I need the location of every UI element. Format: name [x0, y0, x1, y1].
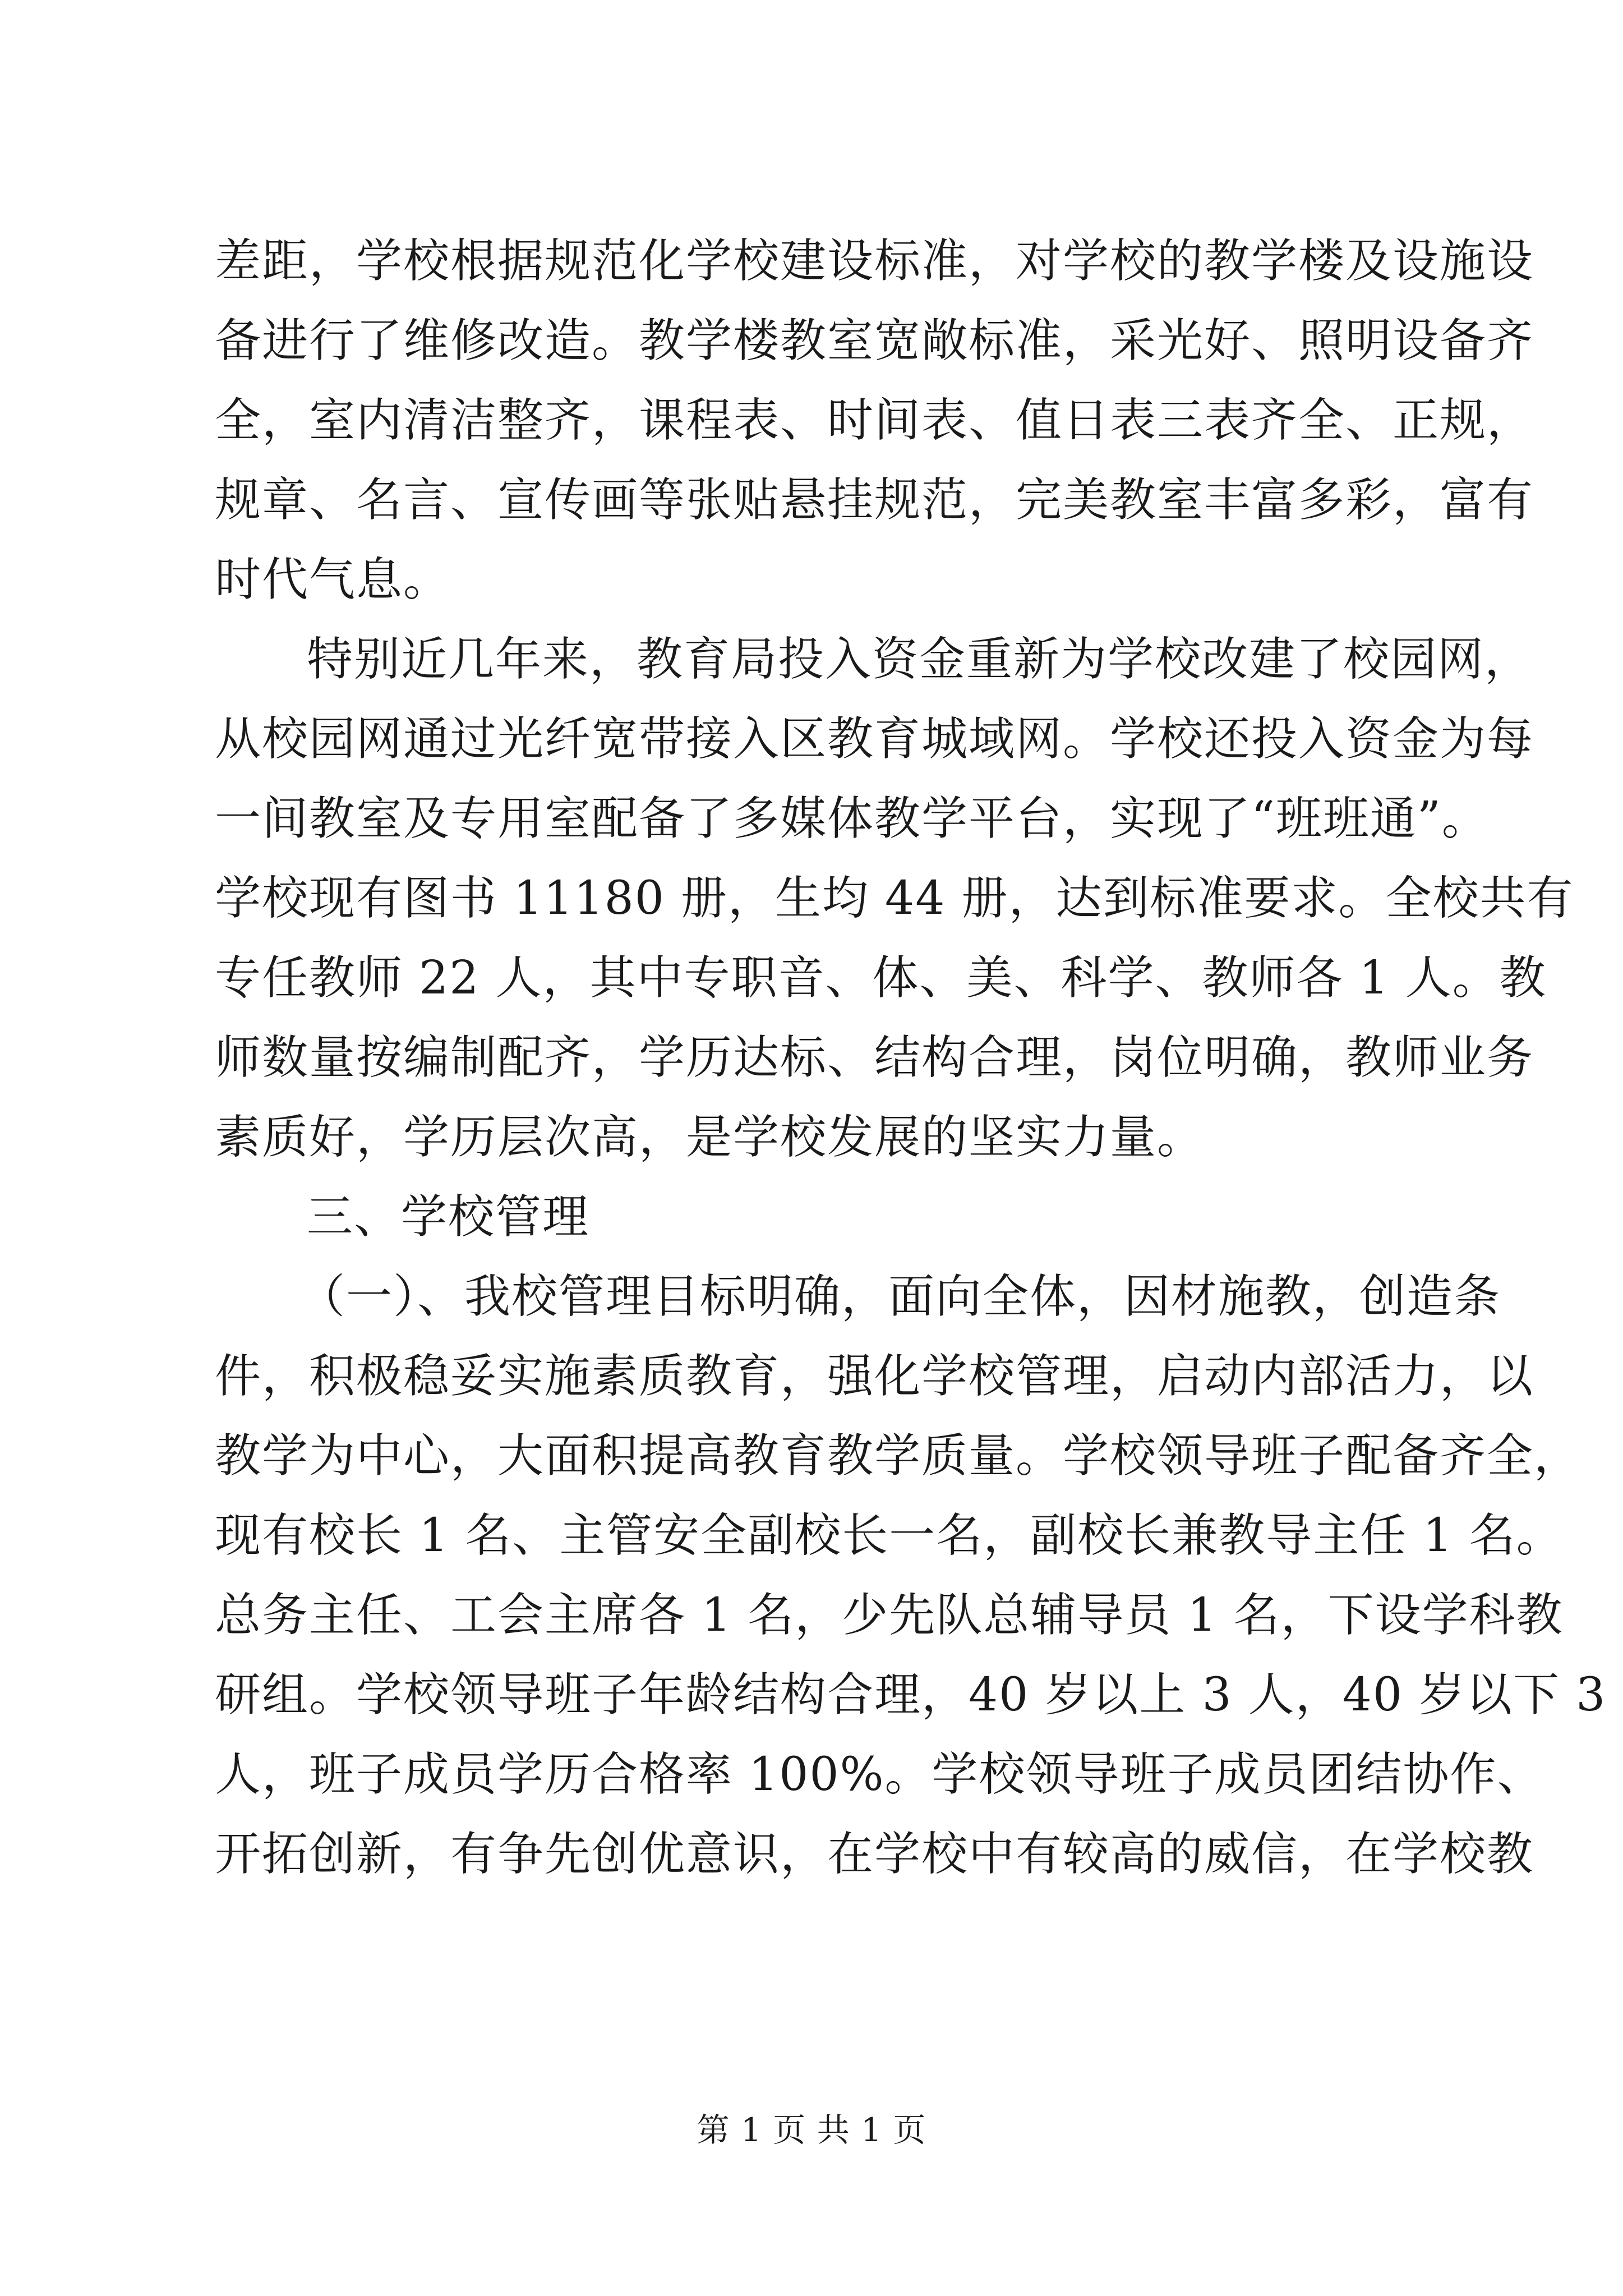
text-line: 师数量按编制配齐，学历达标、结构合理，岗位明确，教师业务 [215, 1031, 1534, 1084]
text-line: 现有校长 1 名、主管安全副校长一名，副校长兼教导主任 1 名。 [215, 1509, 1564, 1562]
text-line: 规章、名言、宣传画等张贴悬挂规范，完美教室丰富多彩，富有 [215, 473, 1534, 527]
section-heading: 三、学校管理 [307, 1190, 590, 1244]
text-line: 从校园网通过光纤宽带接入区教育城域网。学校还投入资金为每 [215, 712, 1534, 766]
text-line: 专任教师 22 人，其中专职音、体、美、科学、教师各 1 人。教 [215, 951, 1547, 1005]
text-line: 学校现有图书 11180 册，生均 44 册，达到标准要求。全校共有 [215, 872, 1574, 925]
page-number-footer: 第 1 页 共 1 页 [697, 2111, 926, 2149]
text-line: 备进行了维修改造。教学楼教室宽敞标准，采光好、照明设备齐 [215, 314, 1534, 367]
text-line: 总务主任、工会主席各 1 名，少先队总辅导员 1 名，下设学科教 [215, 1589, 1564, 1642]
document-body [215, 222, 1607, 1894]
text-line: 一间教室及专用室配备了多媒体教学平台，实现了“班班通”。 [215, 792, 1489, 845]
text-line: 特别近几年来，教育局投入资金重新为学校改建了校园网， [307, 633, 1532, 686]
text-line: 开拓创新，有争先创优意识，在学校中有较高的威信，在学校教 [215, 1828, 1534, 1881]
text-line: （一）、我校管理目标明确，面向全体，因材施教，创造条 [299, 1270, 1501, 1323]
text-line: 件，积极稳妥实施素质教育，强化学校管理，启动内部活力，以 [215, 1350, 1534, 1403]
text-line: 差距，学校根据规范化学校建设标准，对学校的教学楼及设施设 [215, 234, 1534, 288]
text-line: 时代气息。 [215, 553, 451, 606]
text-line: 素质好，学历层次高，是学校发展的坚实力量。 [215, 1111, 1205, 1164]
text-line: 研组。学校领导班子年龄结构合理，40 岁以上 3 人，40 岁以下 3 [215, 1668, 1607, 1722]
text-line: 全，室内清洁整齐，课程表、时间表、值日表三表齐全、正规， [215, 394, 1534, 447]
text-line: 人，班子成员学历合格率 100%。学校领导班子成员团结协作、 [215, 1748, 1544, 1801]
text-line: 教学为中心，大面积提高教育教学质量。学校领导班子配备齐全， [215, 1429, 1581, 1483]
